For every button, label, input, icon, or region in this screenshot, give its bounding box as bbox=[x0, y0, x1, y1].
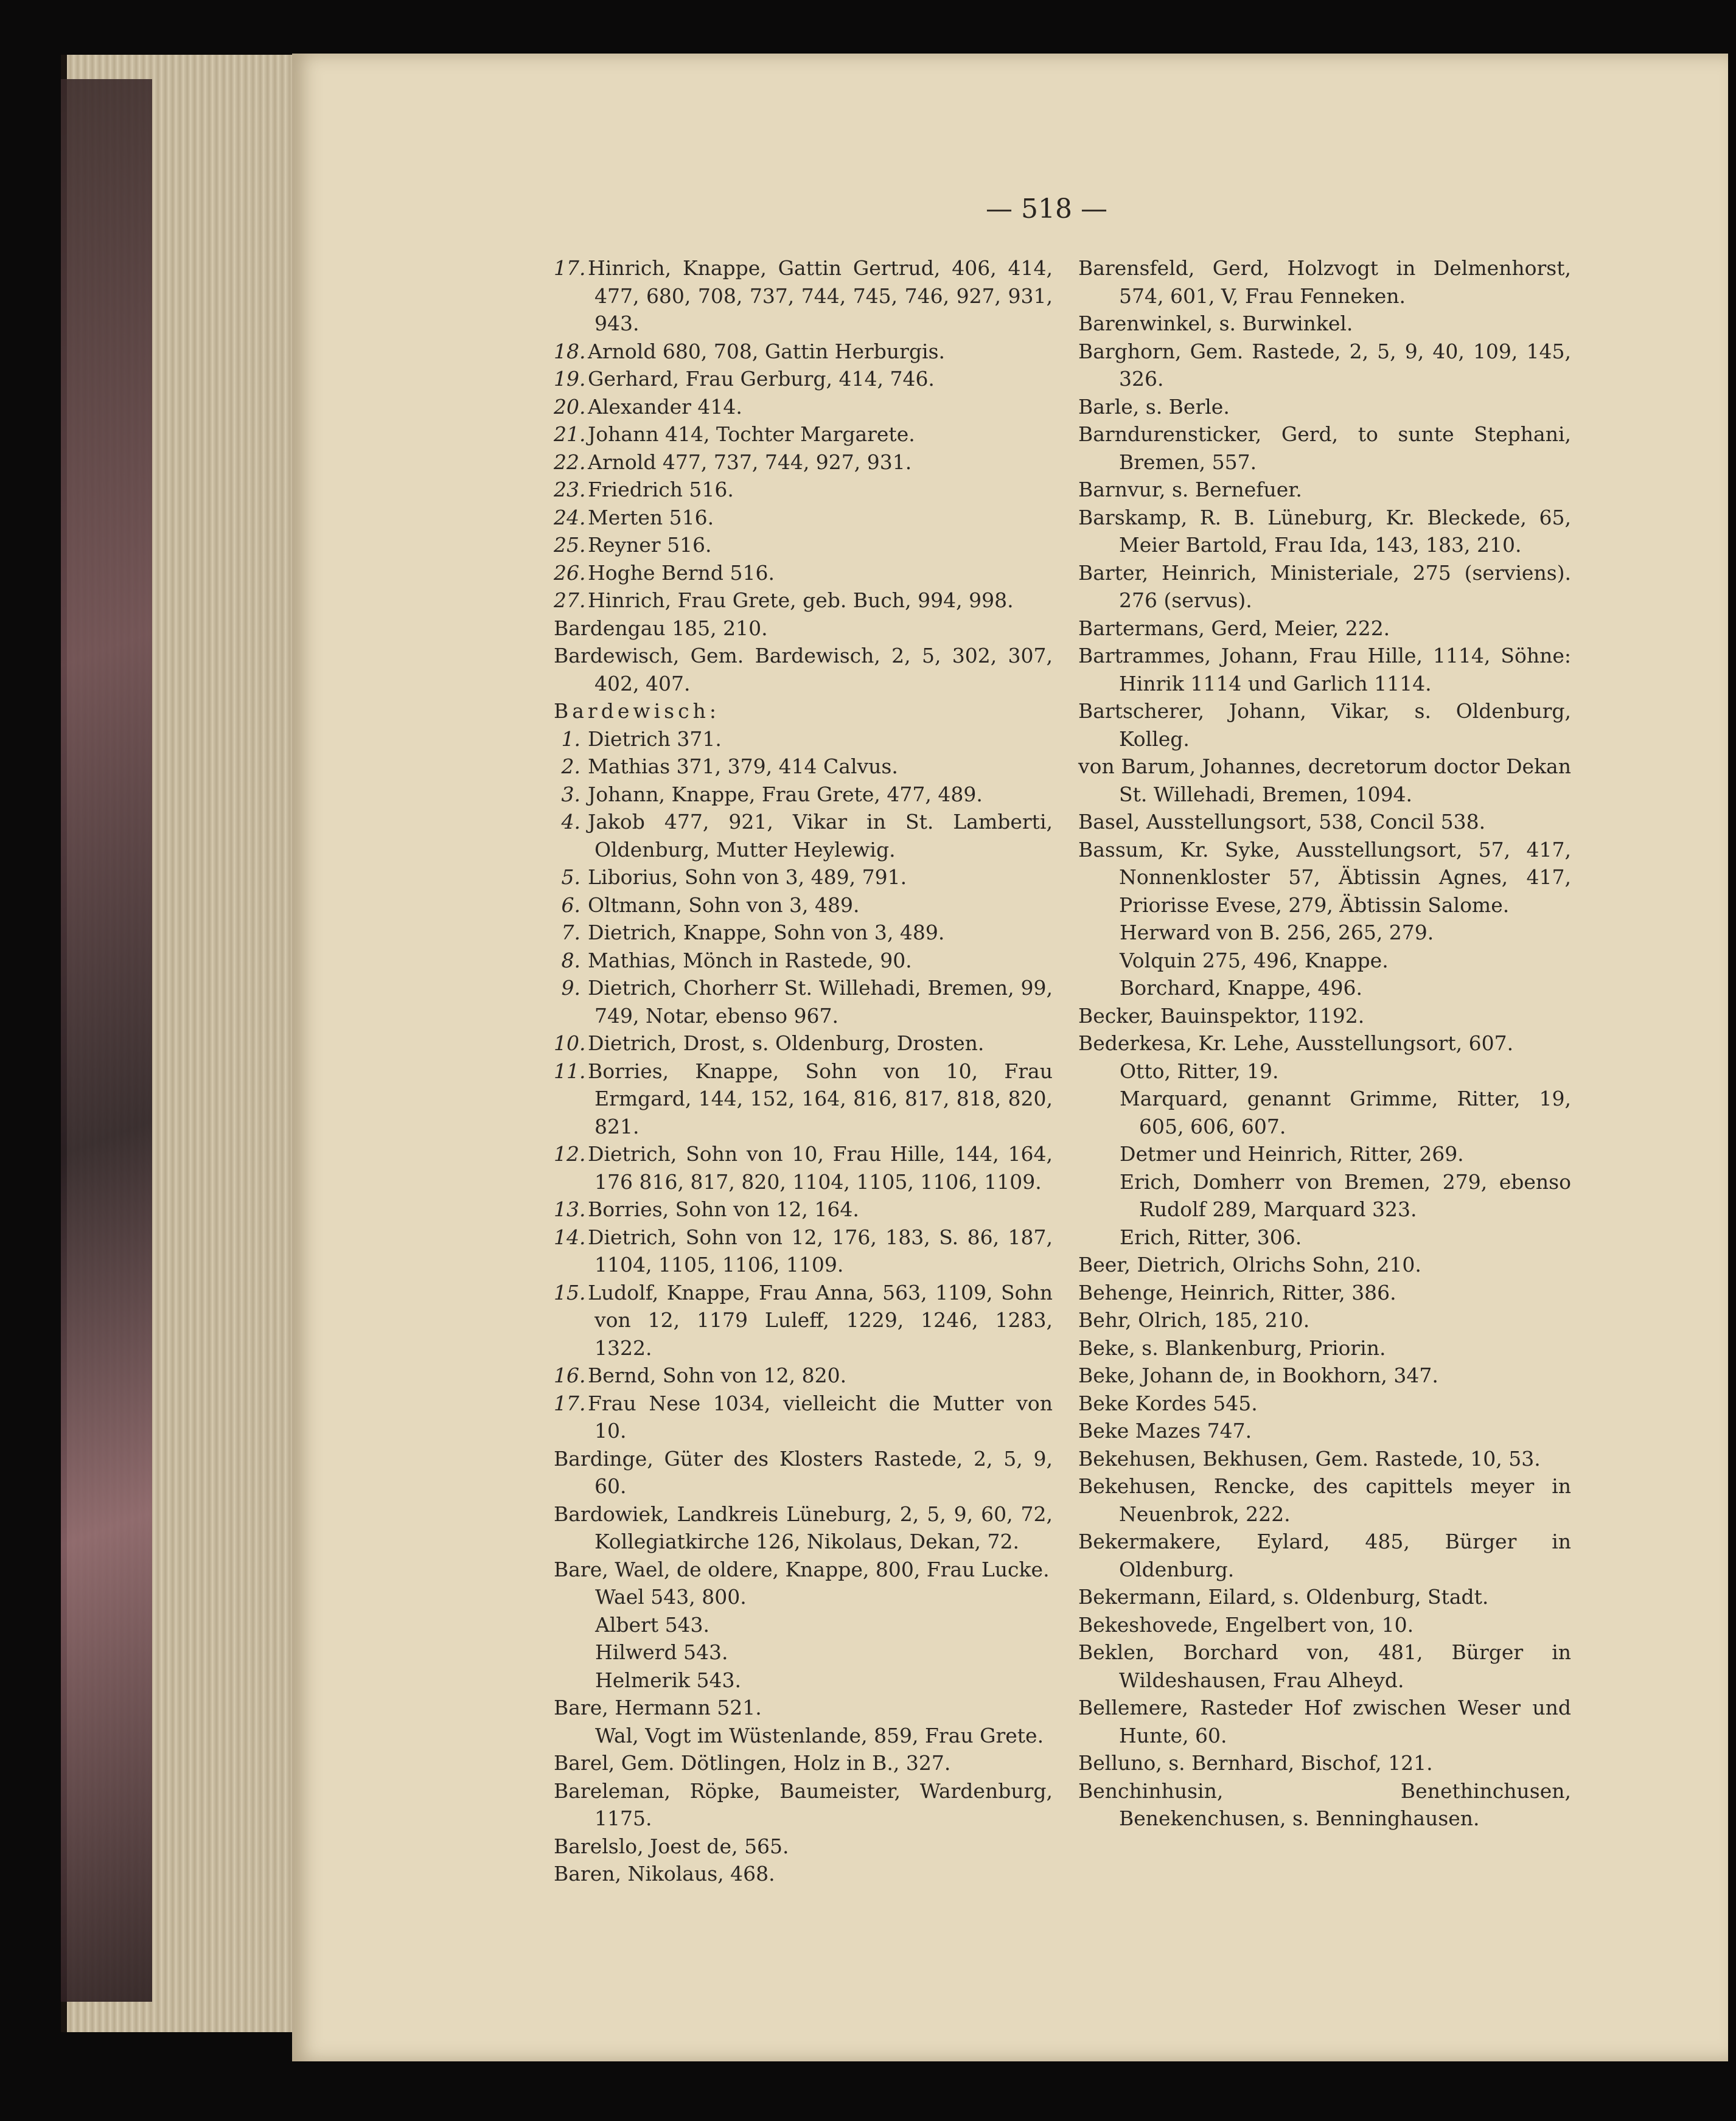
entry-text: Dietrich, Knappe, Sohn von 3, 489. bbox=[588, 921, 945, 944]
entry-text: Hoghe Bernd 516. bbox=[588, 560, 775, 585]
entry-text: Alexander 414. bbox=[588, 394, 742, 419]
index-entry bbox=[1078, 254, 1571, 310]
entry-text: Bassum, Kr. Syke, Ausstellungsort, 57, 417, Nonnenkloster 57, Äbtissin Agnes, 417, Priorisse Evese, 279, Äbtissin Salome. bbox=[1078, 837, 1571, 917]
entry-text: Oltmann, Sohn von 3, 489. bbox=[588, 893, 860, 917]
index-entry bbox=[1078, 476, 1571, 504]
index-entry bbox=[1078, 919, 1571, 947]
entry-text: Barskamp, R. B. Lüneburg, Kr. Bleckede, 65, Meier Bartold, Frau Ida, 143, 183, 210. bbox=[1078, 505, 1571, 557]
entry-text: Bardengau 185, 210. bbox=[554, 616, 768, 640]
entry-text: Johann 414, Tochter Margarete. bbox=[588, 422, 915, 446]
index-entry bbox=[554, 725, 1053, 753]
index-entry bbox=[554, 1611, 1053, 1639]
entry-number: 4. bbox=[561, 810, 580, 834]
index-entry bbox=[1078, 1528, 1571, 1583]
entry-number: 13. bbox=[554, 1197, 586, 1221]
index-entry bbox=[554, 1666, 1053, 1694]
index-entry bbox=[554, 393, 1053, 421]
entry-text: Friedrich 516. bbox=[588, 478, 734, 501]
index-entry bbox=[554, 919, 1053, 947]
entry-text: Bekeshovede, Engelbert von, 10. bbox=[1078, 1612, 1414, 1637]
index-entry bbox=[554, 559, 1053, 587]
index-entry bbox=[1078, 310, 1571, 338]
entry-text: Dietrich, Sohn von 10, Frau Hille, 144, 164, 176 816, 817, 820, 1104, 1105, 1106, 1109. bbox=[588, 1142, 1053, 1194]
entry-text: Barelslo, Joest de, 565. bbox=[554, 1834, 789, 1858]
entry-text: Bekehusen, Rencke, des capittels meyer in Neuenbrok, 222. bbox=[1078, 1474, 1571, 1526]
entry-number: 8. bbox=[561, 948, 580, 972]
entry-text: Erich, Domherr von Bremen, 279, ebenso Rudolf 289, Marquard 323. bbox=[1120, 1169, 1571, 1221]
index-entry bbox=[554, 338, 1053, 366]
entry-text: Frau Nese 1034, vielleicht die Mutter von 10. bbox=[588, 1391, 1053, 1443]
index-entry bbox=[1078, 1251, 1571, 1279]
index-entry bbox=[554, 1140, 1053, 1196]
left-column bbox=[554, 254, 1053, 1888]
entry-text: Bartermans, Gerd, Meier, 222. bbox=[1078, 616, 1390, 640]
entry-text: Bekermakere, Eylard, 485, Bürger in Oldenburg. bbox=[1078, 1530, 1571, 1581]
index-entry bbox=[1078, 1002, 1571, 1030]
index-entry bbox=[554, 1749, 1053, 1777]
index-entry bbox=[1078, 697, 1571, 753]
entry-number: 25. bbox=[554, 533, 586, 557]
index-entry bbox=[554, 863, 1053, 891]
entry-text: Arnold 477, 737, 744, 927, 931. bbox=[588, 450, 912, 474]
index-entry bbox=[1078, 1029, 1571, 1057]
index-entry bbox=[554, 1500, 1053, 1556]
entry-number: 5. bbox=[561, 865, 580, 889]
index-entry bbox=[1078, 947, 1571, 975]
entry-text: Beke Mazes 747. bbox=[1078, 1419, 1252, 1443]
index-entry bbox=[1078, 420, 1571, 476]
entry-text: Bederkesa, Kr. Lehe, Ausstellungsort, 607. bbox=[1078, 1031, 1514, 1055]
entry-text: Merten 516. bbox=[588, 505, 714, 529]
index-entry bbox=[1078, 974, 1571, 1002]
entry-text: Bareleman, Röpke, Baumeister, Wardenburg, 1175. bbox=[554, 1778, 1053, 1830]
entry-text: Hilwerd 543. bbox=[595, 1640, 728, 1664]
entry-text: Ludolf, Knappe, Frau Anna, 563, 1109, Sohn von 12, 1179 Luleff, 1229, 1246, 1283, 1322. bbox=[588, 1280, 1053, 1360]
index-entry bbox=[554, 531, 1053, 559]
entry-number: 17. bbox=[554, 1391, 586, 1415]
index-entry bbox=[554, 1694, 1053, 1722]
index-entry bbox=[554, 504, 1053, 532]
entry-text: Mathias 371, 379, 414 Calvus. bbox=[588, 754, 898, 778]
index-entry bbox=[554, 1833, 1053, 1861]
entry-text: Baren, Nikolaus, 468. bbox=[554, 1862, 775, 1886]
entry-text: Detmer und Heinrich, Ritter, 269. bbox=[1120, 1142, 1464, 1166]
entry-text: Wael 543, 800. bbox=[595, 1585, 747, 1609]
index-entry bbox=[554, 254, 1053, 338]
entry-text: Hinrich, Knappe, Gattin Gertrud, 406, 414, 477, 680, 708, 737, 744, 745, 746, 927, 931, 943. bbox=[588, 256, 1053, 335]
index-entry bbox=[554, 1224, 1053, 1279]
index-entry bbox=[1078, 1611, 1571, 1639]
entry-text: Barghorn, Gem. Rastede, 2, 5, 9, 40, 109, 145, 326. bbox=[1078, 339, 1571, 391]
index-entry bbox=[554, 781, 1053, 809]
entry-text: Barnvur, s. Bernefuer. bbox=[1078, 478, 1302, 501]
index-entry bbox=[1078, 753, 1571, 808]
entry-text: Barenwinkel, s. Burwinkel. bbox=[1078, 312, 1353, 335]
index-entry bbox=[1078, 1445, 1571, 1473]
entry-number: 22. bbox=[554, 450, 586, 474]
entry-text: Beke Kordes 545. bbox=[1078, 1391, 1258, 1415]
entry-text: Reyner 516. bbox=[588, 533, 712, 557]
entry-text: Borries, Sohn von 12, 164. bbox=[588, 1197, 859, 1221]
entry-number: 15. bbox=[554, 1280, 586, 1304]
index-entry bbox=[554, 1556, 1053, 1584]
entry-text: Hinrich, Frau Grete, geb. Buch, 994, 998. bbox=[588, 588, 1014, 612]
entry-number: 26. bbox=[554, 560, 586, 585]
index-entry bbox=[554, 891, 1053, 919]
entry-text: Albert 543. bbox=[595, 1612, 710, 1637]
index-entry bbox=[554, 476, 1053, 504]
index-entry bbox=[554, 420, 1053, 448]
entry-number: 10. bbox=[554, 1031, 586, 1055]
index-entry bbox=[1078, 615, 1571, 643]
index-entry bbox=[1078, 642, 1571, 697]
index-entry bbox=[1078, 1057, 1571, 1085]
entry-number: 11. bbox=[554, 1059, 586, 1083]
entry-text: Dietrich, Sohn von 12, 176, 183, S. 86, 187, 1104, 1105, 1106, 1109. bbox=[588, 1225, 1053, 1276]
index-entry bbox=[554, 365, 1053, 393]
entry-number: 23. bbox=[554, 478, 586, 501]
entry-text: Bardowiek, Landkreis Lüneburg, 2, 5, 9, 60, 72, Kollegiatkirche 126, Nikolaus, Dekan, 72. bbox=[554, 1502, 1053, 1553]
index-entry bbox=[1078, 393, 1571, 421]
entry-text: Bardewisch: bbox=[554, 699, 720, 723]
page-number: — 518 — bbox=[986, 193, 1107, 225]
entry-text: Bekermann, Eilard, s. Oldenburg, Stadt. bbox=[1078, 1585, 1489, 1609]
entry-number: 24. bbox=[554, 505, 586, 529]
index-entry bbox=[1078, 504, 1571, 559]
entry-text: Arnold 680, 708, Gattin Herburgis. bbox=[588, 339, 946, 363]
entry-text: Gerhard, Frau Gerburg, 414, 746. bbox=[588, 367, 935, 391]
index-entry bbox=[554, 1722, 1053, 1750]
entry-number: 7. bbox=[561, 921, 580, 944]
index-entry bbox=[1078, 1749, 1571, 1777]
entry-number: 21. bbox=[554, 422, 586, 446]
index-entry bbox=[1078, 1777, 1571, 1833]
entry-number: 9. bbox=[561, 976, 580, 1000]
entry-text: Dietrich 371. bbox=[588, 726, 722, 751]
entry-text: Basel, Ausstellungsort, 538, Concil 538. bbox=[1078, 810, 1486, 834]
index-entry bbox=[554, 1057, 1053, 1141]
index-entry bbox=[554, 808, 1053, 863]
right-column bbox=[1078, 254, 1571, 1833]
index-entry bbox=[1078, 1085, 1571, 1140]
entry-text: Herward von B. 256, 265, 279. bbox=[1120, 921, 1434, 944]
entry-text: Barensfeld, Gerd, Holzvogt in Delmenhorst, 574, 601, V, Frau Fenneken. bbox=[1078, 256, 1571, 308]
entry-text: Bardinge, Güter des Klosters Rastede, 2, 5, 9, 60. bbox=[554, 1446, 1053, 1498]
entry-text: von Barum, Johannes, decretorum doctor Dekan St. Willehadi, Bremen, 1094. bbox=[1078, 754, 1571, 806]
index-entry bbox=[1078, 1140, 1571, 1168]
entry-number: 20. bbox=[554, 394, 586, 419]
index-entry bbox=[1078, 1306, 1571, 1334]
index-entry bbox=[1078, 1639, 1571, 1694]
entry-text: Beklen, Borchard von, 481, Bürger in Wildeshausen, Frau Alheyd. bbox=[1078, 1640, 1571, 1692]
entry-text: Liborius, Sohn von 3, 489, 791. bbox=[588, 865, 907, 889]
entry-text: Belluno, s. Bernhard, Bischof, 121. bbox=[1078, 1751, 1433, 1775]
index-entry bbox=[1078, 1168, 1571, 1224]
entry-text: Bellemere, Rasteder Hof zwischen Weser und Hunte, 60. bbox=[1078, 1696, 1571, 1747]
entry-number: 18. bbox=[554, 339, 586, 363]
entry-text: Bernd, Sohn von 12, 820. bbox=[588, 1364, 847, 1387]
entry-text: Johann, Knappe, Frau Grete, 477, 489. bbox=[588, 782, 983, 806]
index-entry bbox=[554, 697, 1053, 725]
entry-text: Becker, Bauinspektor, 1192. bbox=[1078, 1003, 1365, 1028]
entry-text: Erich, Ritter, 306. bbox=[1120, 1225, 1302, 1249]
index-entry bbox=[1078, 836, 1571, 919]
entry-text: Behenge, Heinrich, Ritter, 386. bbox=[1078, 1280, 1396, 1304]
index-entry bbox=[554, 615, 1053, 643]
index-entry bbox=[554, 1860, 1053, 1888]
index-entry bbox=[1078, 1279, 1571, 1307]
entry-text: Beer, Dietrich, Olrichs Sohn, 210. bbox=[1078, 1253, 1421, 1276]
index-entry bbox=[554, 1279, 1053, 1362]
entry-number: 27. bbox=[554, 588, 586, 612]
entry-text: Marquard, genannt Grimme, Ritter, 19, 605, 606, 607. bbox=[1120, 1087, 1571, 1138]
index-entry bbox=[1078, 338, 1571, 393]
index-entry bbox=[554, 1390, 1053, 1445]
entry-text: Barndurensticker, Gerd, to sunte Stephani, Bremen, 557. bbox=[1078, 422, 1571, 474]
entry-number: 1. bbox=[561, 726, 580, 751]
entry-text: Barter, Heinrich, Ministeriale, 275 (serviens). 276 (servus). bbox=[1078, 560, 1571, 612]
index-entry bbox=[554, 753, 1053, 781]
entry-text: Dietrich, Drost, s. Oldenburg, Drosten. bbox=[588, 1031, 985, 1055]
index-entry bbox=[554, 1029, 1053, 1057]
entry-text: Borries, Knappe, Sohn von 10, Frau Ermgard, 144, 152, 164, 816, 817, 818, 820, 821. bbox=[588, 1059, 1053, 1138]
index-entry bbox=[1078, 1390, 1571, 1418]
index-entry bbox=[1078, 1334, 1571, 1362]
index-entry bbox=[554, 1583, 1053, 1611]
marbled-cover bbox=[61, 79, 152, 2002]
index-entry bbox=[1078, 1224, 1571, 1252]
entry-text: Beke, Johann de, in Bookhorn, 347. bbox=[1078, 1364, 1438, 1387]
entry-number: 19. bbox=[554, 367, 586, 391]
entry-text: Borchard, Knappe, 496. bbox=[1120, 976, 1362, 1000]
index-entry bbox=[554, 947, 1053, 975]
index-entry bbox=[1078, 808, 1571, 836]
index-entry bbox=[1078, 1472, 1571, 1528]
entry-text: Barle, s. Berle. bbox=[1078, 394, 1230, 419]
entry-text: Barel, Gem. Dötlingen, Holz in B., 327. bbox=[554, 1751, 951, 1775]
entry-text: Bare, Hermann 521. bbox=[554, 1696, 762, 1719]
index-entry bbox=[554, 642, 1053, 697]
index-entry bbox=[554, 587, 1053, 615]
entry-text: Bare, Wael, de oldere, Knappe, 800, Frau Lucke. bbox=[554, 1557, 1050, 1581]
index-entry bbox=[554, 448, 1053, 476]
index-entry bbox=[554, 974, 1053, 1029]
entry-number: 14. bbox=[554, 1225, 586, 1249]
entry-text: Behr, Olrich, 185, 210. bbox=[1078, 1308, 1310, 1332]
index-entry bbox=[1078, 559, 1571, 615]
index-entry bbox=[1078, 1362, 1571, 1390]
index-entry bbox=[1078, 1583, 1571, 1611]
entry-text: Mathias, Mönch in Rastede, 90. bbox=[588, 948, 912, 972]
entry-text: Otto, Ritter, 19. bbox=[1120, 1059, 1279, 1083]
index-entry bbox=[554, 1777, 1053, 1833]
entry-number: 6. bbox=[561, 893, 580, 917]
index-entry bbox=[1078, 1417, 1571, 1445]
entry-text: Beke, s. Blankenburg, Priorin. bbox=[1078, 1336, 1386, 1360]
entry-text: Jakob 477, 921, Vikar in St. Lamberti, Oldenburg, Mutter Heylewig. bbox=[588, 810, 1053, 862]
entry-text: Bardewisch, Gem. Bardewisch, 2, 5, 302, 307, 402, 407. bbox=[554, 644, 1053, 695]
entry-number: 12. bbox=[554, 1142, 586, 1166]
index-entry bbox=[554, 1196, 1053, 1224]
entry-number: 17. bbox=[554, 256, 586, 280]
index-entry bbox=[1078, 1694, 1571, 1749]
index-entry bbox=[554, 1445, 1053, 1500]
entry-number: 2. bbox=[561, 754, 580, 778]
entry-text: Bekehusen, Bekhusen, Gem. Rastede, 10, 53. bbox=[1078, 1446, 1541, 1471]
entry-text: Helmerik 543. bbox=[595, 1668, 741, 1692]
entry-text: Bartscherer, Johann, Vikar, s. Oldenburg, Kolleg. bbox=[1078, 699, 1571, 751]
entry-text: Volquin 275, 496, Knappe. bbox=[1120, 948, 1389, 972]
entry-text: Wal, Vogt im Wüstenlande, 859, Frau Grete. bbox=[595, 1723, 1044, 1747]
index-entry bbox=[554, 1362, 1053, 1390]
index-entry bbox=[554, 1639, 1053, 1666]
entry-text: Benchinhusin, Benethinchusen, Benekenchusen, s. Benninghausen. bbox=[1078, 1778, 1571, 1830]
entry-text: Bartrammes, Johann, Frau Hille, 1114, Söhne: Hinrik 1114 und Garlich 1114. bbox=[1078, 644, 1571, 695]
entry-number: 16. bbox=[554, 1364, 586, 1387]
entry-number: 3. bbox=[561, 782, 580, 806]
entry-text: Dietrich, Chorherr St. Willehadi, Bremen, 99, 749, Notar, ebenso 967. bbox=[588, 976, 1053, 1028]
